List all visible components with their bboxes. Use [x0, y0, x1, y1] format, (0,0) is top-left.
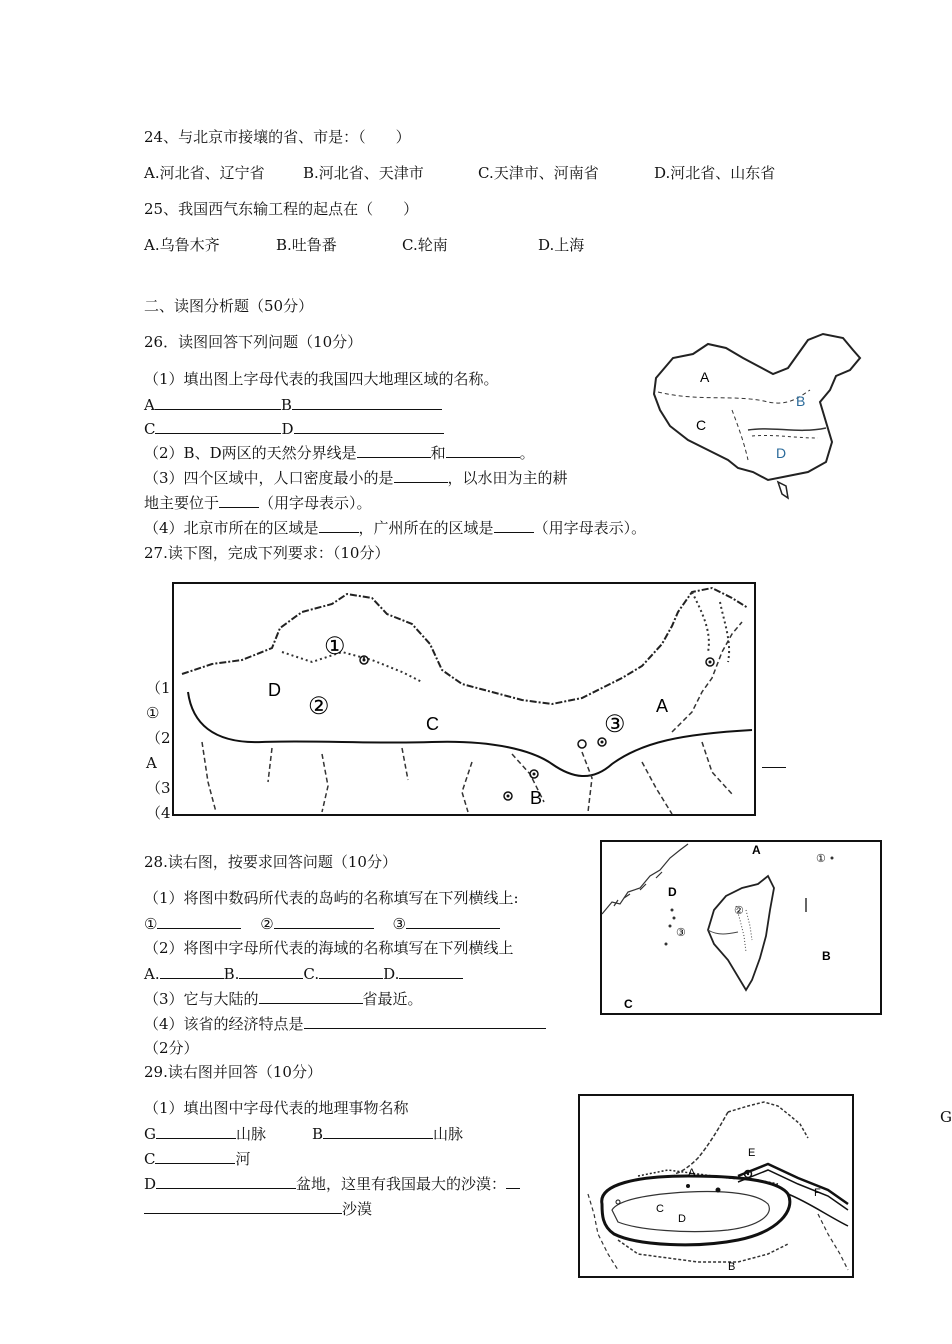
q27-stem: 27.读下图，完成下列要求：（10分） [144, 544, 390, 562]
q28-p4-text: （4）该省的经济特点是 [144, 1015, 304, 1033]
map28-label-1: ① [816, 853, 826, 865]
map27-label-1: ① [324, 633, 346, 660]
q26-p2-blank2[interactable] [446, 443, 520, 458]
q29-desert-blank-start[interactable] [506, 1174, 520, 1189]
q26-d-blank[interactable] [294, 419, 444, 434]
q28-n2: ② [260, 915, 274, 933]
page-edge-g: G [940, 1108, 952, 1126]
q26-p3b-text: 地主要位于 [144, 494, 220, 512]
q26-p2-and: 和 [430, 444, 446, 462]
q28-c-blank[interactable] [319, 964, 383, 979]
q26-c-blank[interactable] [155, 419, 281, 434]
q26-p4-end: （用字母表示）。 [533, 519, 647, 537]
q26-a-blank[interactable] [155, 395, 281, 410]
q29-line-gb [144, 1124, 463, 1143]
q29-g-blank[interactable] [156, 1124, 236, 1139]
q26-p2-blank1[interactable] [357, 443, 431, 458]
q28-part3 [144, 989, 423, 1008]
q29-b: B [312, 1125, 324, 1143]
q26-p4-blank1[interactable] [319, 518, 359, 533]
q26-line-cd [144, 419, 444, 438]
q28-b-blank[interactable] [239, 964, 303, 979]
q27-side-6: （4 [146, 804, 171, 822]
china-regions-map [648, 330, 866, 502]
q26-part3b [144, 493, 372, 512]
map27-label-b: B [530, 788, 543, 808]
map28-label-c: C [624, 997, 633, 1011]
xinjiang-map [578, 1094, 854, 1278]
q29-basin: 盆地，这里有我国最大的沙漠： [296, 1175, 507, 1193]
china-regions-map-svg [648, 330, 866, 502]
q26-part2 [144, 443, 535, 462]
q26-part4 [144, 518, 646, 537]
map28-label-2: ② [734, 905, 744, 917]
q26-d-label: D [281, 420, 294, 438]
q25-option-d: D.上海 [538, 236, 585, 254]
q26-c-label: C [144, 420, 156, 438]
q26-a-label: A [144, 396, 155, 414]
taiwan-map-svg [600, 840, 882, 1015]
q29-line-desert [144, 1199, 372, 1218]
q28-d-blank[interactable] [399, 964, 463, 979]
q25-option-c: C.轮南 [402, 236, 448, 254]
q26-p4-mid: ，广州所在的区域是 [358, 519, 494, 537]
map27-label-2: ② [308, 693, 330, 720]
map28-label-b: B [822, 949, 831, 963]
q26-p2-text: （2）B、D两区的天然分界线是 [144, 444, 357, 462]
q28-part4 [144, 1014, 546, 1033]
q27-side-1: （1 [146, 679, 171, 697]
q29-part1: （1）填出图中字母代表的地理事物名称 [144, 1099, 409, 1117]
q29-desert: 沙漠 [342, 1200, 373, 1218]
q26-b-label: B [280, 396, 292, 414]
q29-stem: 29.读右图并回答（10分） [144, 1063, 322, 1081]
q28-n1-blank[interactable] [157, 914, 241, 929]
q28-stem: 28.读右图，按要求回答问题（10分） [144, 853, 397, 871]
q26-part3a [144, 468, 568, 487]
q29-d-blank[interactable] [156, 1174, 296, 1189]
map27-label-3: ③ [604, 711, 626, 738]
section-heading: 二、读图分析题（50分） [144, 297, 314, 315]
q29-b-blank[interactable] [323, 1124, 433, 1139]
q28-n1: ① [144, 915, 158, 933]
q28-n3-blank[interactable] [406, 914, 500, 929]
q28-n3: ③ [392, 915, 406, 933]
map26-label-d: D [776, 445, 787, 461]
q29-shan2: 山脉 [433, 1125, 464, 1143]
map26-label-b: B [796, 393, 806, 409]
north-china-map-svg [172, 582, 756, 816]
map29-label-f: F [814, 1187, 821, 1199]
q28-sea-blanks [144, 964, 463, 983]
q29-line-c [144, 1149, 251, 1168]
q27-side-4: A [146, 754, 157, 772]
q29-he: 河 [235, 1150, 251, 1168]
map28-label-d: D [668, 885, 677, 899]
q28-island-blanks [144, 914, 500, 933]
map29-label-b: B [728, 1261, 736, 1273]
q26-p4-blank2[interactable] [494, 518, 534, 533]
q24-option-d: D.河北省、山东省 [654, 164, 776, 182]
q28-c: C. [303, 965, 320, 983]
map29-label-e: E [748, 1147, 756, 1159]
map29-label-c: C [656, 1203, 664, 1215]
q29-line-d [144, 1174, 520, 1193]
q28-p3-end: 省最近。 [362, 990, 423, 1008]
q28-p3-text: （3）它与大陆的 [144, 990, 259, 1008]
map27-label-c: C [426, 714, 439, 734]
q26-p3-text2: ，以水田为主的耕 [447, 469, 568, 487]
q28-b: B. [223, 965, 240, 983]
q27-answer-line [762, 767, 786, 768]
q26-b-blank[interactable] [292, 395, 442, 410]
q26-p3b-end: （用字母表示）。 [259, 494, 372, 512]
q24-option-a: A.河北省、辽宁省 [144, 164, 265, 182]
q24-option-b: B.河北省、天津市 [303, 164, 424, 182]
q29-c-blank[interactable] [155, 1149, 235, 1164]
q26-p3-blank2[interactable] [219, 493, 259, 508]
q24-option-c: C.天津市、河南省 [478, 164, 599, 182]
q26-p4-text: （4）北京市所在的区域是 [144, 519, 319, 537]
q26-p2-end: 。 [519, 444, 535, 462]
q26-line-ab [144, 395, 442, 414]
north-china-map [172, 582, 756, 816]
q29-shan1: 山脉 [235, 1125, 266, 1143]
q28-p4-blank[interactable] [304, 1014, 546, 1029]
map27-label-a: A [656, 696, 669, 716]
map29-label-a: A [688, 1167, 696, 1179]
q29-c: C [144, 1150, 156, 1168]
map28-label-a: A [752, 843, 761, 857]
q29-g: G [144, 1125, 156, 1143]
map26-label-c: C [696, 417, 707, 433]
q26-part1: （1）填出图上字母代表的我国四大地理区域的名称。 [144, 370, 499, 388]
taiwan-map [600, 840, 882, 1015]
q29-desert-blank[interactable] [144, 1199, 342, 1214]
q29-d: D [144, 1175, 157, 1193]
map29-label-d: D [678, 1213, 686, 1225]
xinjiang-map-svg [578, 1094, 854, 1278]
q28-part2: （2）将图中字母所代表的海域的名称填写在下列横线上 [144, 939, 514, 957]
map26-label-a: A [700, 369, 710, 385]
q28-a-blank[interactable] [160, 964, 224, 979]
q26-p3-text: （3）四个区域中，人口密度最小的是 [144, 469, 394, 487]
q28-n2-blank[interactable] [274, 914, 374, 929]
q28-points: （2分） [144, 1039, 199, 1057]
q28-part1: （1）将图中数码所代表的岛屿的名称填写在下列横线上: [144, 889, 519, 907]
q24-stem: 24、与北京市接壤的省、市是：（ ） [144, 128, 411, 146]
q27-side-2: ① [146, 704, 160, 722]
q25-option-b: B.吐鲁番 [276, 236, 337, 254]
map28-label-3: ③ [676, 927, 686, 939]
q26-stem: 26．读图回答下列问题（10分） [144, 333, 363, 351]
q28-d: D. [383, 965, 400, 983]
q25-option-a: A.乌鲁木齐 [144, 236, 220, 254]
map27-label-d: D [268, 680, 281, 700]
q28-a: A. [144, 965, 160, 983]
q26-p3-blank1[interactable] [394, 468, 448, 483]
q28-p3-blank[interactable] [259, 989, 363, 1004]
q27-side-5: （3 [146, 779, 171, 797]
q25-stem: 25、我国西气东输工程的起点在（ ） [144, 200, 419, 218]
q27-side-3: （2 [146, 729, 171, 747]
